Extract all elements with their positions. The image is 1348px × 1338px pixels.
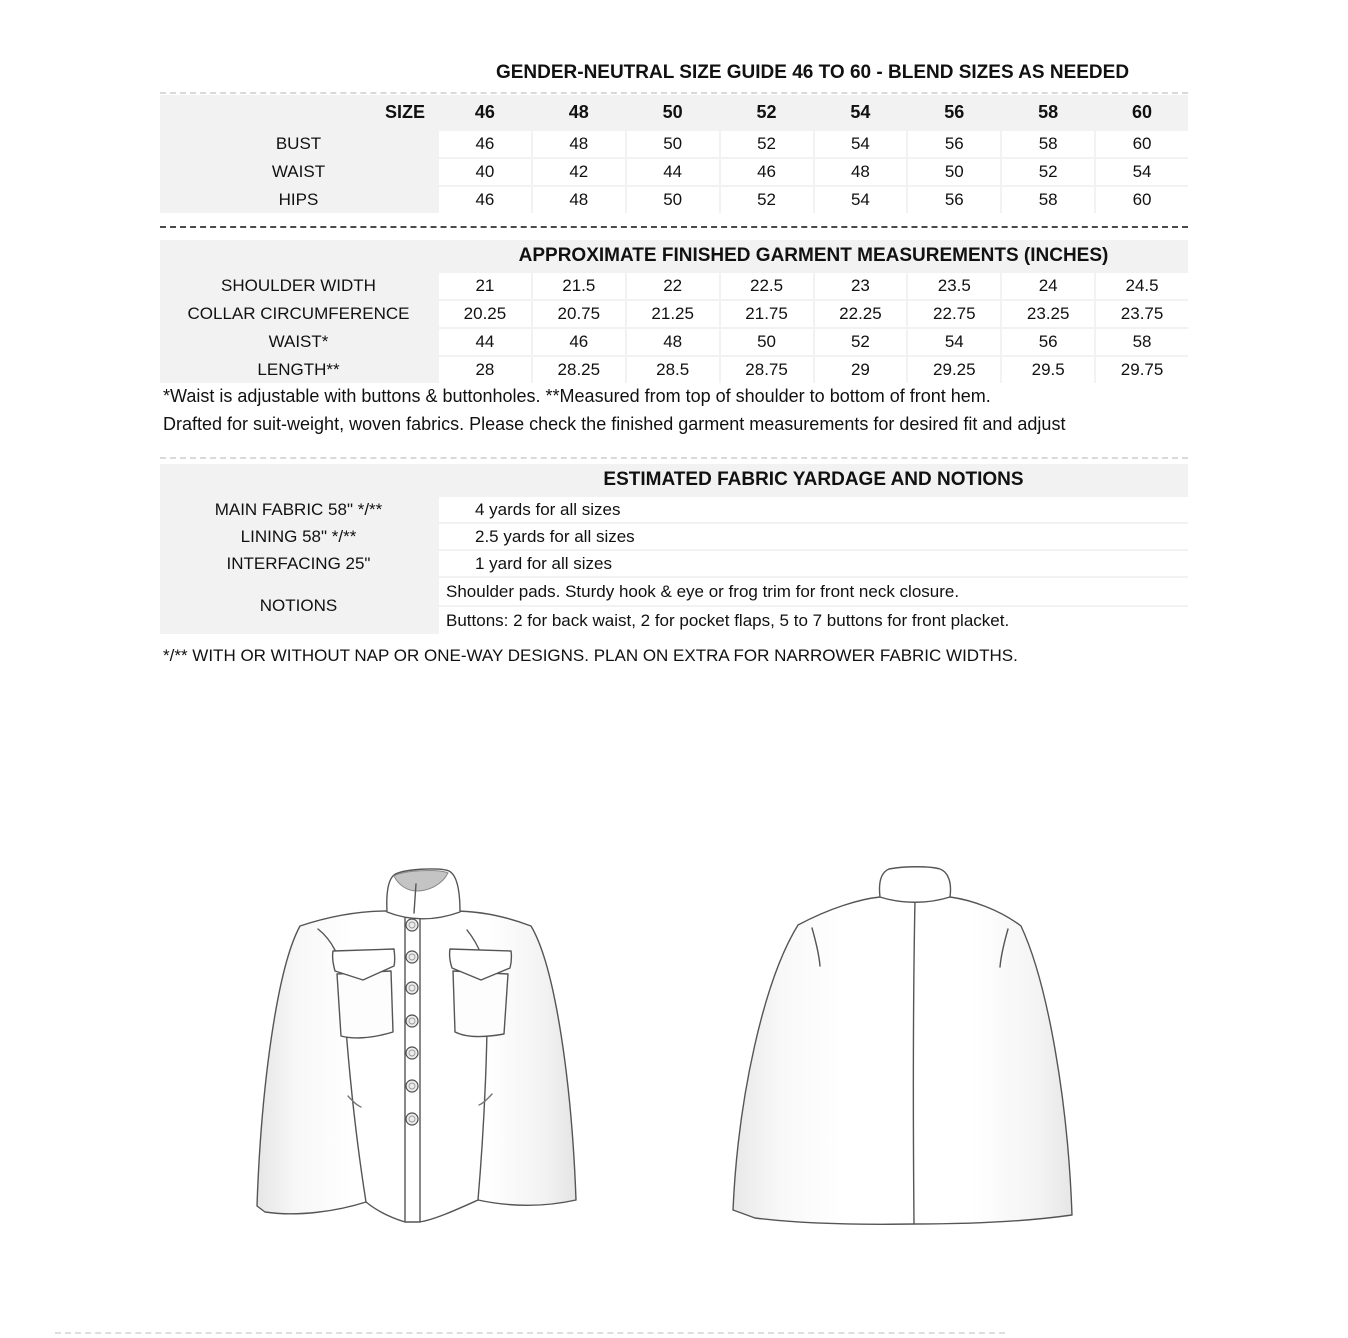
size-value-cell: 60 [1096,131,1188,157]
garment-row-label: LENGTH** [257,360,340,379]
size-column-header: 48 [568,101,589,122]
size-value-cell: 48 [533,131,625,157]
dashed-separator [160,457,1188,459]
garment-table-title: APPROXIMATE FINISHED GARMENT MEASUREMENTS (INCHES) [518,244,1109,266]
dashed-separator [160,226,1188,228]
fabric-footnote: Drafted for suit-weight, woven fabrics. Please check the finished garment measurements for desired fit and adjust [163,414,1066,434]
size-value-cell: 50 [908,159,1000,185]
garment-title-spacer [160,240,437,271]
cape-jacket-back-illustration [700,852,1124,1252]
chest-pocket-right [450,949,512,1036]
size-row-label: WAIST [271,162,326,181]
size-value-cell: 52 [721,187,813,213]
back-cape-body [733,897,1072,1224]
garment-value-cell: 22.25 [815,301,907,327]
garment-value-cell: 28.75 [721,357,813,383]
garment-value-cell: 50 [721,329,813,355]
garment-value-cell: 24.5 [1096,273,1188,299]
garment-value-cell: 22.75 [908,301,1000,327]
size-value-cell: 44 [627,159,719,185]
garment-row-label: SHOULDER WIDTH [221,276,376,295]
size-value-cell: 52 [721,131,813,157]
cape-jacket-front-illustration [220,850,620,1250]
yardage-value-cell: 1 yard for all sizes [439,551,1188,576]
waist-footnote: *Waist is adjustable with buttons & buttonholes. **Measured from top of shoulder to bottom of front hem. [163,386,991,406]
garment-value-cell: 24 [1002,273,1094,299]
yardage-value-cell: 2.5 yards for all sizes [439,524,1188,549]
size-value-cell: 58 [1002,187,1094,213]
size-value-cell: 56 [908,187,1000,213]
garment-value-cell: 48 [627,329,719,355]
size-guide-table [160,95,1188,213]
garment-value-cell: 21.25 [627,301,719,327]
garment-value-cell: 23.5 [908,273,1000,299]
size-value-cell: 46 [439,187,531,213]
size-value-cell: 46 [721,159,813,185]
page-title: GENDER-NEUTRAL SIZE GUIDE 46 TO 60 - BLEND SIZES AS NEEDED [495,62,1130,83]
garment-value-cell: 22 [627,273,719,299]
size-value-cell: 54 [815,131,907,157]
garment-value-cell: 20.75 [533,301,625,327]
size-column-header: 56 [944,101,965,122]
garment-value-cell: 52 [815,329,907,355]
garment-value-cell: 21.75 [721,301,813,327]
dashed-separator [160,92,1188,94]
size-column-header: 50 [662,101,683,122]
garment-value-cell: 29.5 [1002,357,1094,383]
yardage-row-label: INTERFACING 25" [226,553,371,573]
yardage-table-title: ESTIMATED FABRIC YARDAGE AND NOTIONS [603,468,1024,490]
size-value-cell: 56 [908,131,1000,157]
size-value-cell: 58 [1002,131,1094,157]
size-row-label: HIPS [278,190,319,209]
notions-line: Shoulder pads. Sturdy hook & eye or frog trim for front neck closure. [439,578,1188,605]
garment-value-cell: 29.25 [908,357,1000,383]
garment-value-cell: 46 [533,329,625,355]
size-value-cell: 48 [815,159,907,185]
garment-value-cell: 21.5 [533,273,625,299]
size-column-header: 46 [474,101,495,122]
garment-value-cell: 23.25 [1002,301,1094,327]
garment-value-cell: 44 [439,329,531,355]
yardage-row-label: MAIN FABRIC 58" */** [214,499,383,519]
yardage-title-spacer [160,464,437,495]
garment-value-cell: 28.5 [627,357,719,383]
nap-footnote: */** WITH OR WITHOUT NAP OR ONE-WAY DESIGNS. PLAN ON EXTRA FOR NARROWER FABRIC WIDTHS. [163,646,1018,665]
garment-value-cell: 56 [1002,329,1094,355]
size-value-cell: 40 [439,159,531,185]
garment-row-label: COLLAR CIRCUMFERENCE [187,304,410,323]
size-value-cell: 48 [533,187,625,213]
size-value-cell: 50 [627,187,719,213]
garment-value-cell: 28 [439,357,531,383]
size-column-header: 54 [850,101,871,122]
garment-measurements-table [160,240,1188,383]
garment-value-cell: 29 [815,357,907,383]
garment-value-cell: 54 [908,329,1000,355]
size-row-label: BUST [275,134,322,153]
chest-pocket-left [333,949,395,1038]
garment-value-cell: 22.5 [721,273,813,299]
size-header-label: SIZE [384,101,425,122]
size-value-cell: 46 [439,131,531,157]
size-column-header: 60 [1132,101,1153,122]
garment-value-cell: 29.75 [1096,357,1188,383]
size-column-header: 58 [1038,101,1059,122]
notions-label: NOTIONS [259,596,338,615]
yardage-row-label: LINING 58" */** [240,526,357,546]
size-value-cell: 52 [1002,159,1094,185]
size-value-cell: 54 [1096,159,1188,185]
size-value-cell: 50 [627,131,719,157]
garment-row-label: WAIST* [268,332,329,351]
size-value-cell: 54 [815,187,907,213]
garment-value-cell: 20.25 [439,301,531,327]
stand-collar-front [387,869,460,919]
yardage-notions-table [160,464,1188,634]
garment-value-cell: 28.25 [533,357,625,383]
size-value-cell: 42 [533,159,625,185]
yardage-value-cell: 4 yards for all sizes [439,497,1188,522]
stand-collar-back [879,867,950,903]
dashed-separator [55,1332,1005,1334]
garment-value-cell: 23 [815,273,907,299]
size-value-cell: 60 [1096,187,1188,213]
size-column-header: 52 [756,101,777,122]
garment-value-cell: 23.75 [1096,301,1188,327]
garment-value-cell: 58 [1096,329,1188,355]
garment-value-cell: 21 [439,273,531,299]
notions-line: Buttons: 2 for back waist, 2 for pocket flaps, 5 to 7 buttons for front placket. [439,607,1188,634]
